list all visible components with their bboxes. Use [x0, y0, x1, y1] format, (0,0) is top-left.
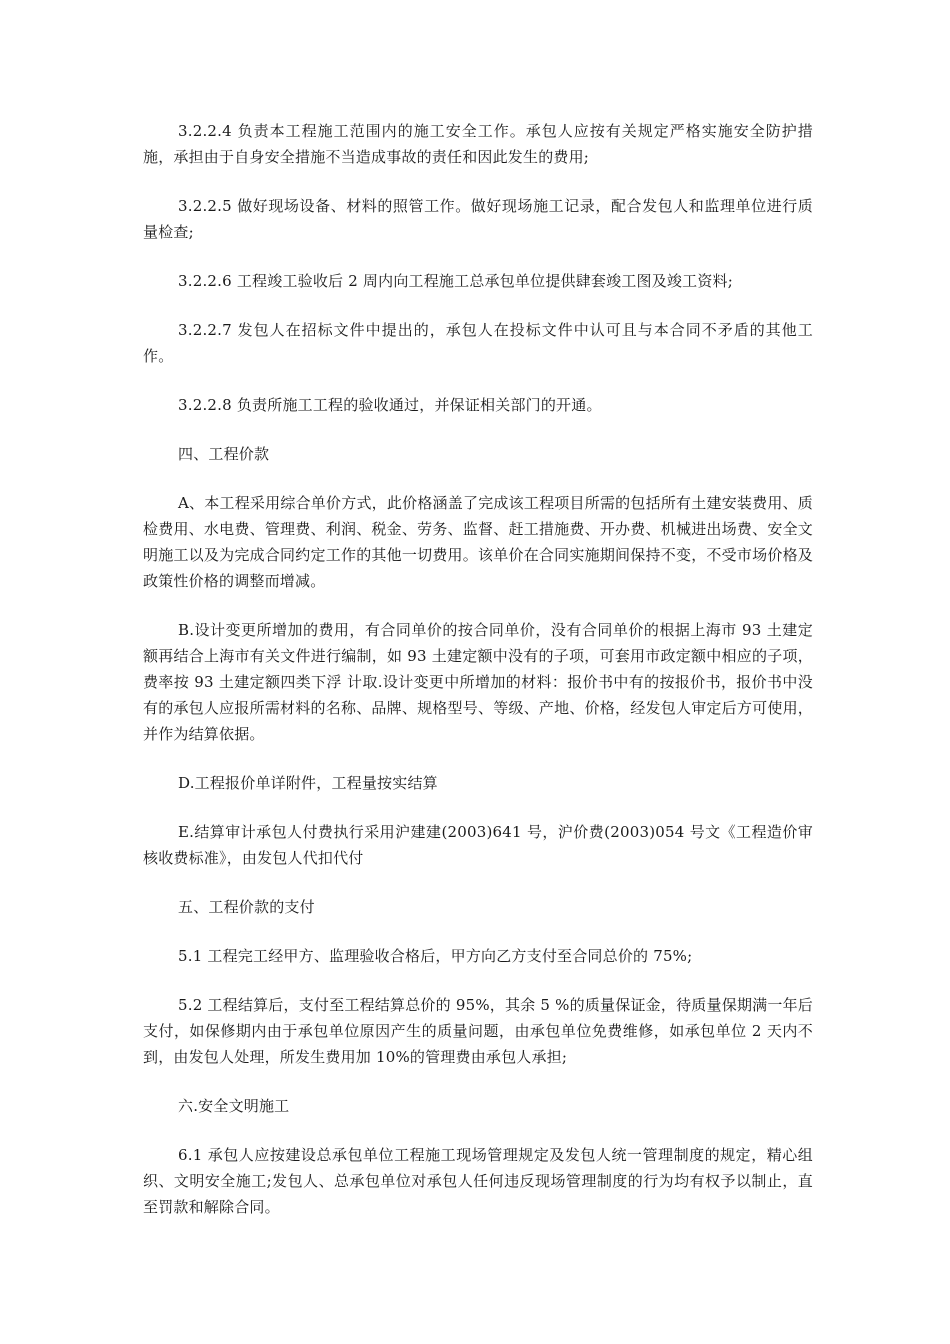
clause-d: D.工程报价单详附件，工程量按实结算 — [178, 774, 438, 792]
section-heading-4: 四、工程价款 — [178, 445, 270, 463]
document-body — [143, 118, 813, 1243]
clause-3-2-2-8: 3.2.2.8 负责所施工工程的验收通过，并保证相关部门的开通。 — [178, 396, 602, 414]
clause-a: A、本工程采用综合单价方式，此价格涵盖了完成该工程项目所需的包括所有土建安装费用、质检费用、水电费、管理费、利润、税金、劳务、监督、赶工措施费、开办费、机械进出场费、安全文明施工以及为完成合同约定工作的其他一切费用。该单价在合同实施期间保持不变，不受市场价格及政策性价格的调整而增减。 — [143, 494, 813, 590]
clause-b: B.设计变更所增加的费用，有合同单价的按合同单价，没有合同单价的根据上海市 93 土建定额再结合上海市有关文件进行编制，如 93 土建定额中没有的子项，可套用市政定额中相应的子项，费率按 93 土建定额四类下浮 计取.设计变更中所增加的材料：报价书中有的按报价书，报价书中没有的承包人应报所需材料的名称、品牌、规格型号、等级、产地、价格，经发包人审定后方可使用，并作为结算依据。 — [143, 621, 813, 743]
clause-3-2-2-7: 3.2.2.7 发包人在招标文件中提出的，承包人在投标文件中认可且与本合同不矛盾的其他工作。 — [143, 321, 813, 365]
section-heading-5: 五、工程价款的支付 — [178, 898, 315, 916]
clause-3-2-2-4: 3.2.2.4 负责本工程施工范围内的施工安全工作。承包人应按有关规定严格实施安全防护措施，承担由于自身安全措施不当造成事故的责任和因此发生的费用; — [143, 122, 813, 166]
clause-3-2-2-5: 3.2.2.5 做好现场设备、材料的照管工作。做好现场施工记录，配合发包人和监理单位进行质量检查; — [143, 197, 813, 241]
section-heading-6: 六.安全文明施工 — [178, 1097, 290, 1115]
clause-e: E.结算审计承包人付费执行采用沪建建(2003)641 号，沪价费(2003)054 号文《工程造价审核收费标准》，由发包人代扣代付 — [143, 823, 813, 867]
clause-6-1: 6.1 承包人应按建设总承包单位工程施工现场管理规定及发包人统一管理制度的规定，精心组织、文明安全施工;发包人、总承包单位对承包人任何违反现场管理制度的行为均有权予以制止，直至罚款和解除合同。 — [143, 1146, 813, 1216]
clause-3-2-2-6: 3.2.2.6 工程竣工验收后 2 周内向工程施工总承包单位提供肆套竣工图及竣工资料; — [178, 272, 733, 290]
clause-5-2: 5.2 工程结算后，支付至工程结算总价的 95%，其余 5 %的质量保证金，待质量保期满一年后支付，如保修期内由于承包单位原因产生的质量问题，由承包单位免费维修，如承包单位 2 天内不到，由发包人处理，所发生费用加 10%的管理费由承包人承担; — [143, 996, 813, 1066]
clause-5-1: 5.1 工程完工经甲方、监理验收合格后，甲方向乙方支付至合同总价的 75%; — [178, 947, 693, 965]
